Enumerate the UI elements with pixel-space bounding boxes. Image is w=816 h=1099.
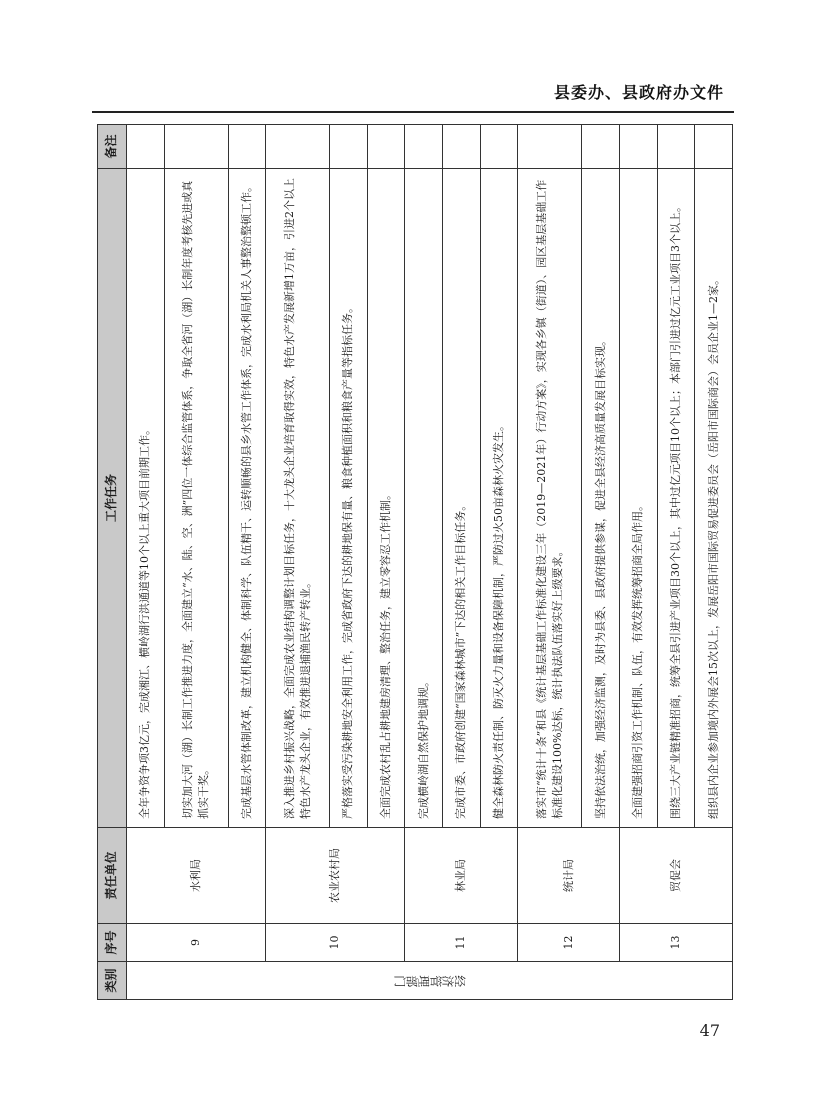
work-task-table [97, 124, 733, 1000]
remarks-cell [657, 125, 695, 169]
task-cell: 组织县内企业参加境内外展会15次以上，发展岳阳市国际贸易促进委员会（岳阳市国际商会）会员企业1—2家。 [695, 169, 733, 828]
remarks-cell [443, 125, 481, 169]
number-cell: 11 [405, 924, 518, 962]
header-remarks: 备注 [98, 125, 127, 169]
rotated-table-container [97, 124, 733, 1000]
remarks-cell [619, 125, 657, 169]
task-cell: 深入推进乡村振兴战略，全面完成农业结构调整计划目标任务，十大龙头企业培育取得实效，特色水产发展新增1万亩，引进2个以上特色水产龙头企业，有效推进退捕渔民转产转业。 [266, 169, 330, 828]
task-cell: 落实市“统计十条”和县《统计基层基础工作标准化建设三年（2019—2021年）行动方案》，实现各乡镇（街道）、园区基层基础工作标准化建设100%达标，统计执法队伍落实好上级要求。 [518, 169, 582, 828]
task-cell: 全面完成农村乱占耕地建房清理、整治任务，建立零容忍工作机制。 [367, 169, 405, 828]
remarks-cell [228, 125, 266, 169]
remarks-cell [266, 125, 330, 169]
task-cell: 完成横岭湖自然保护地调规。 [405, 169, 443, 828]
header-unit: 责任单位 [98, 828, 127, 924]
document-header-title: 县委办、县政府办文件 [553, 83, 724, 102]
header-task: 工作任务 [98, 169, 127, 828]
remarks-cell [330, 125, 368, 169]
number-cell: 12 [518, 924, 620, 962]
remarks-cell [367, 125, 405, 169]
task-cell: 全年争资争项3亿元，完成湘江、横岭湖行洪通道等10个以上重大项目前期工作。 [127, 169, 165, 828]
remarks-cell [518, 125, 582, 169]
unit-cell: 统计局 [518, 828, 620, 924]
task-cell: 坚持依法治统，加强经济监测，及时为县委、县政府提供参谋，促进全县经济高质量发展目标实现。 [582, 169, 620, 828]
remarks-cell [695, 125, 733, 169]
remarks-cell [164, 125, 228, 169]
number-cell: 13 [619, 924, 732, 962]
task-cell: 严格落实受污染耕地安全利用工作，完成省政府下达的耕地保有量、粮食种植面积和粮食产量等指标任务。 [330, 169, 368, 828]
remarks-cell [405, 125, 443, 169]
unit-cell: 贸促会 [619, 828, 732, 924]
task-cell: 完成基层水管体制改革，建立机构健全、体制科学、队伍精干、运转顺畅的县乡水管工作体系，完成水利局机关人事整治整顿工作。 [228, 169, 266, 828]
table-row [266, 125, 330, 1000]
task-cell: 切实加大河（湖）长制工作推进力度，全面建立“水、陆、空、洲”四位一体综合监管体系，争取全省河（湖）长制年度考核先进或真抓实干奖。 [164, 169, 228, 828]
task-cell: 完成市委、市政府创建“国家森林城市”下达的相关工作目标任务。 [443, 169, 481, 828]
number-cell: 10 [266, 924, 405, 962]
remarks-cell [480, 125, 518, 169]
category-cell: 经济管理部门 [127, 962, 733, 1000]
task-cell: 全面建强招商引资工作机制、队伍，有效发挥统筹招商全局作用。 [619, 169, 657, 828]
page-number: 47 [699, 1021, 720, 1040]
unit-cell: 水利局 [127, 828, 266, 924]
table-row [405, 125, 443, 1000]
task-cell: 围绕三大产业链精准招商，统筹全县引进产业项目30个以上，其中过亿元项目10个以上；本部门引进过亿元工业项目3个以上。 [657, 169, 695, 828]
header-divider [92, 111, 734, 113]
task-cell: 健全森林防火责任制、防灭火力量和设备保障机制，严防过火50亩森林火灾发生。 [480, 169, 518, 828]
table-header-row [98, 125, 127, 1000]
table-row [518, 125, 582, 1000]
header-number: 序号 [98, 924, 127, 962]
header-category: 类别 [98, 962, 127, 1000]
number-cell: 9 [127, 924, 266, 962]
table-row [619, 125, 657, 1000]
table-row [127, 125, 165, 1000]
unit-cell: 农业农村局 [266, 828, 405, 924]
remarks-cell [582, 125, 620, 169]
remarks-cell [127, 125, 165, 169]
unit-cell: 林业局 [405, 828, 518, 924]
